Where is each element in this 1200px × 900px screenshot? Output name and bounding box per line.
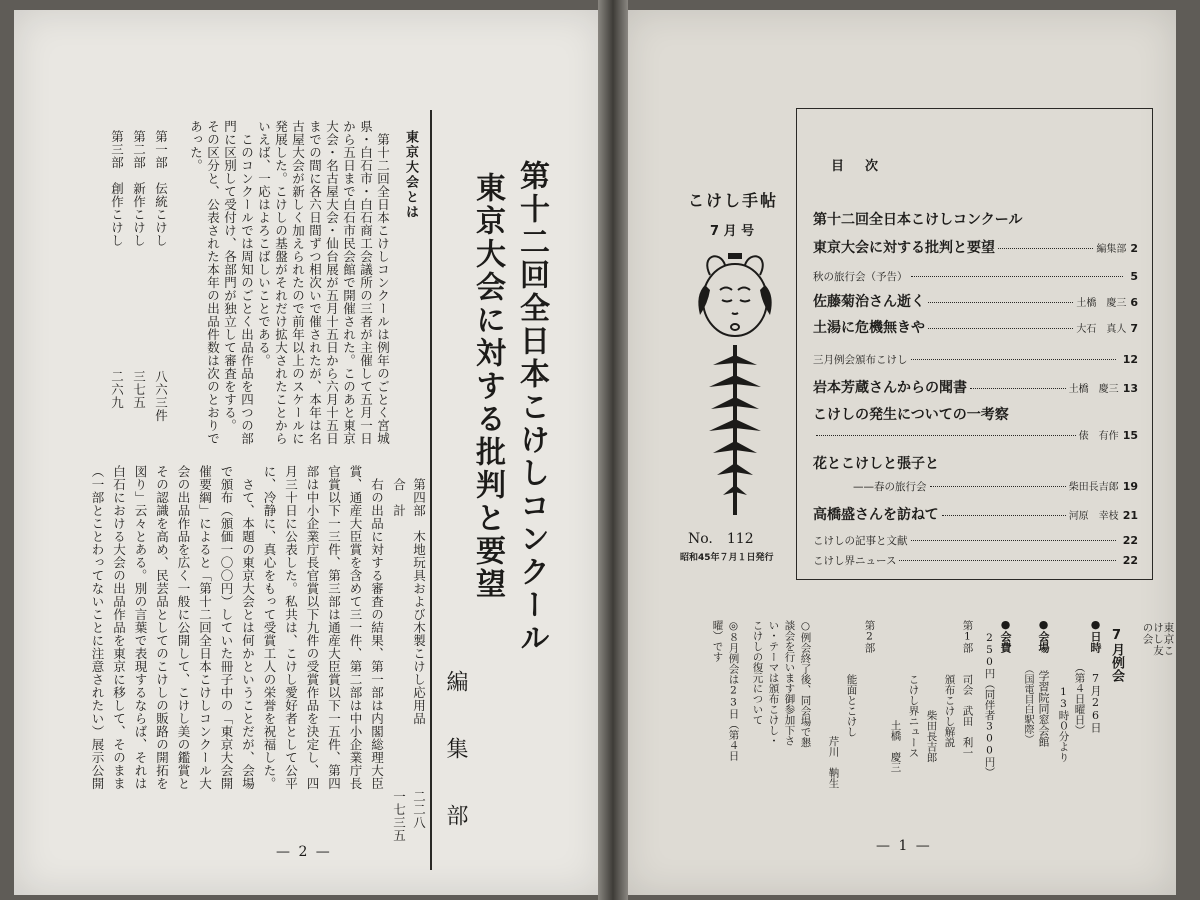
toc-entry	[813, 237, 1138, 257]
part2-speaker: 芹川 靹生	[827, 736, 840, 789]
toc-entry	[813, 533, 1138, 548]
body-line: 第十二回全日本こけしコンクールは例年のごとく宮城	[375, 133, 391, 445]
left-page-columns-2	[14, 10, 598, 895]
category-count: 三七五	[131, 370, 147, 409]
category-name: 第三部 創作こけし	[109, 130, 125, 247]
body-line: いえば、一応はよろこばしいことである。	[256, 120, 272, 367]
part1-news: こけし界ニュース	[907, 674, 920, 758]
category-name: 第一部 伝統こけし	[153, 130, 169, 247]
toc-entry	[813, 478, 1138, 494]
kokeshi-illustration	[680, 245, 790, 520]
toc-entry-title: 高橋盛さんを訪ねて	[813, 507, 939, 523]
toc-entry	[813, 317, 1138, 337]
body-line: 県・白石市・白石商工会議所の三者が主催して五月一日	[358, 120, 374, 445]
toc-entry-page: 12	[1122, 353, 1138, 366]
article-title-line1: 第十二回全日本こけしコンクール	[514, 160, 549, 655]
meeting-fee: 250円（同伴者300円）	[983, 632, 996, 778]
body-line: 門に区別して受付け、各部門が独立して審査をする。	[222, 120, 238, 432]
book-gutter	[598, 0, 628, 900]
toc-leader-dots	[928, 302, 1073, 303]
meeting-note-line: 曜）です	[711, 620, 724, 662]
toc-leader-dots	[911, 540, 1116, 541]
body-line: このコンクールでは周知のごとく出品作品を四つの部	[239, 133, 255, 445]
toc-entry-page: 22	[1122, 554, 1138, 567]
toc-leader-dots	[928, 328, 1073, 329]
meeting-venue-label: ●会場	[1037, 618, 1050, 653]
toc-leader-dots	[816, 435, 1076, 436]
toc-entry	[813, 427, 1138, 442]
category-name: 第四部 木地玩具および木製こけし応用品	[411, 478, 427, 725]
body-line: 会の出品作品を広く一般に公開して、こけし美の鑑賞と	[176, 465, 191, 790]
meeting-org: 東京こけし友の会	[1141, 622, 1175, 657]
toc-entry-page: 2	[1130, 242, 1138, 255]
toc-entry	[813, 377, 1138, 397]
meeting-note-line: い・テーマは頒布こけし・	[767, 620, 780, 746]
toc-entry-page: 22	[1122, 534, 1138, 547]
part1-speaker: 柴田長吉郎	[925, 710, 938, 763]
toc-entry-title: 岩本芳蔵さんからの聞書	[813, 380, 967, 396]
article-title-line2: 東京大会に対する批判と要望	[470, 172, 505, 601]
toc-entry-title: 花とこけしと張子と	[813, 456, 939, 472]
category-name: 第二部 新作こけし	[131, 130, 147, 247]
issue-label: 7 月 号	[710, 224, 755, 239]
section-heading: 東京大会とは	[403, 130, 418, 220]
toc-entry	[813, 269, 1138, 284]
toc-entry-page: 6	[1130, 296, 1138, 309]
body-line: その区分と、公表された本年の出品件数は次のとおりで	[205, 120, 221, 445]
body-line: で頒布（頒価一〇〇円）していた冊子中の「東京大会開	[219, 465, 234, 790]
toc-leader-dots	[930, 486, 1066, 487]
toc-entry-title: ——春の旅行会	[853, 481, 927, 493]
toc-entry	[813, 453, 1138, 473]
toc-leader-dots	[911, 359, 1116, 360]
magazine-title: こけし手帖	[688, 191, 779, 210]
body-line: までの間に各六日間ずつ相次いで催されたが、本年は名	[307, 120, 323, 445]
toc-leader-dots	[911, 276, 1124, 277]
toc-entry-author: 河原 幸枝	[1068, 511, 1119, 522]
part1-topic: 頒布こけし解説	[943, 674, 956, 748]
meeting-note-line: ○例会終了後、同会場で懇	[799, 620, 812, 748]
toc-entry	[813, 209, 1138, 229]
toc-entry-author: 柴田長吉郎	[1068, 482, 1119, 493]
body-line: から五日まで白石市民会館で開催された。このあと東京	[341, 120, 357, 445]
body-line: その認識を高め、民芸品としてのこけしの販路の開拓を	[154, 465, 170, 790]
meeting-note-line: こけしの復元について	[751, 620, 764, 725]
toc-entry-page: 15	[1122, 429, 1138, 442]
toc-leader-dots	[899, 560, 1115, 561]
toc-entry-title: こけしの発生についての一考察	[813, 407, 1009, 423]
toc-entry-title: 第十二回全日本こけしコンクール	[813, 212, 1023, 228]
body-line: に、冷静に、真心をもって受賞工人の栄誉を祝福した。	[262, 465, 277, 790]
body-line: 大会・名古屋大会・仙台展が五月十五日から六月十五日	[324, 120, 340, 445]
toc-heading: 目 次	[831, 159, 883, 174]
part2-label: 第2部	[863, 620, 876, 653]
toc-entry-title: こけし界ニュース	[813, 555, 897, 567]
meeting-title: 7月例会	[1109, 628, 1124, 682]
toc-entry	[813, 504, 1138, 524]
toc-entry-title: 土湯に危機無きや	[813, 320, 925, 336]
meeting-date-label: ●日時	[1089, 618, 1102, 653]
toc-entry	[813, 404, 1138, 424]
toc-leader-dots	[942, 515, 1066, 516]
meeting-venue-note: （国電目白駅際）	[1022, 664, 1033, 744]
toc-entry-title: 佐藤菊治さん逝く	[813, 294, 925, 310]
body-line: 月三十日に公表した。私共は、こけし愛好者として公平	[283, 465, 299, 790]
body-line: 催要綱」によると「第十二回全日本こけしコンクール大	[197, 465, 213, 790]
toc-entry-title: 東京大会に対する批判と要望	[813, 240, 995, 256]
body-line: 賞、通産大臣賞を含めて三一件、第二部は中小企業庁長	[348, 465, 363, 790]
category-count: 二二八	[411, 790, 427, 829]
toc-entry-page: 7	[1130, 322, 1138, 335]
body-line: 官賞以下一三件、第三部は通産大臣賞以下一五件、第四	[326, 465, 342, 790]
page-number-left: — 2 —	[276, 844, 332, 860]
toc-entry-page: 5	[1130, 270, 1138, 283]
toc-entry-author: 俵 有作	[1078, 431, 1119, 442]
part1-news-speaker: 土橋 慶三	[889, 720, 902, 773]
meeting-venue: 学習院同窓会館	[1037, 670, 1050, 747]
publish-date: 昭和45年７月１日発行	[680, 553, 774, 563]
meeting-note-line: 談会を行います御参加下さ	[783, 620, 796, 746]
category-count: 一七三五	[391, 790, 407, 842]
table-of-contents	[796, 108, 1153, 580]
body-line: 図り」云々とある。別の言葉で表現するならば、それは	[133, 465, 148, 790]
meeting-fee-label: ●会費	[999, 618, 1012, 653]
issue-number: No. 112	[688, 531, 754, 547]
toc-entry-title: こけしの記事と文献	[813, 535, 908, 547]
meeting-note-line: ◎８月例会は23日（第４日	[727, 620, 740, 761]
category-name: 合 計	[391, 478, 407, 517]
body-line: さて、本題の東京大会とは何かということだが、会場	[240, 478, 256, 790]
body-line: 部は中小企業庁長官賞以下九件の受賞作品を決定し、四	[305, 465, 320, 790]
toc-entry-author: 土橋 慶三	[1076, 298, 1127, 309]
body-line: （一部とことわってないことに注意されたい）展示公開	[90, 465, 105, 790]
toc-entry-title: 三月例会頒布こけし	[813, 354, 908, 366]
toc-entry-page: 19	[1122, 480, 1138, 493]
body-line: あった。	[188, 120, 204, 172]
category-count: 二六九	[109, 370, 125, 409]
category-count: 八六三件	[153, 370, 169, 422]
toc-entry-author: 土橋 慶三	[1068, 384, 1119, 395]
toc-entry	[813, 553, 1138, 568]
meeting-weekday: （第４日曜日）	[1073, 662, 1086, 736]
toc-entry-page: 13	[1122, 382, 1138, 395]
toc-leader-dots	[998, 248, 1093, 249]
article-author: 編 集 部	[443, 670, 468, 836]
body-line: 発展した。こけしの基盤がそれだけ拡大されたことから	[273, 120, 289, 445]
toc-entry-author: 大石 真人	[1076, 324, 1127, 335]
toc-entry-title: 秋の旅行会（予告）	[813, 271, 908, 283]
body-line: 白石における大会の出品作品を東京に移して、そのまま	[111, 465, 127, 790]
part2-topic: 能面とこけし	[845, 674, 858, 737]
part1-chair: 司会 武田 利一	[961, 674, 974, 758]
meeting-time: 13時０分より	[1057, 686, 1070, 763]
toc-entry-author: 編集部	[1096, 244, 1127, 255]
meeting-date: 7月26日	[1089, 672, 1102, 733]
toc-leader-dots	[970, 388, 1066, 389]
right-page	[624, 10, 1176, 895]
page-number-right: — 1 —	[876, 838, 932, 854]
part1-label: 第1部	[961, 620, 974, 653]
toc-entry	[813, 291, 1138, 311]
body-line: 古屋大会が新しく加えられたので前年以上のスケールに	[290, 120, 306, 445]
toc-entry-page: 21	[1122, 509, 1138, 522]
toc-entry	[813, 352, 1138, 367]
body-line: 右の出品に対する審査の結果、第一部は内閣総理大臣	[369, 478, 385, 790]
